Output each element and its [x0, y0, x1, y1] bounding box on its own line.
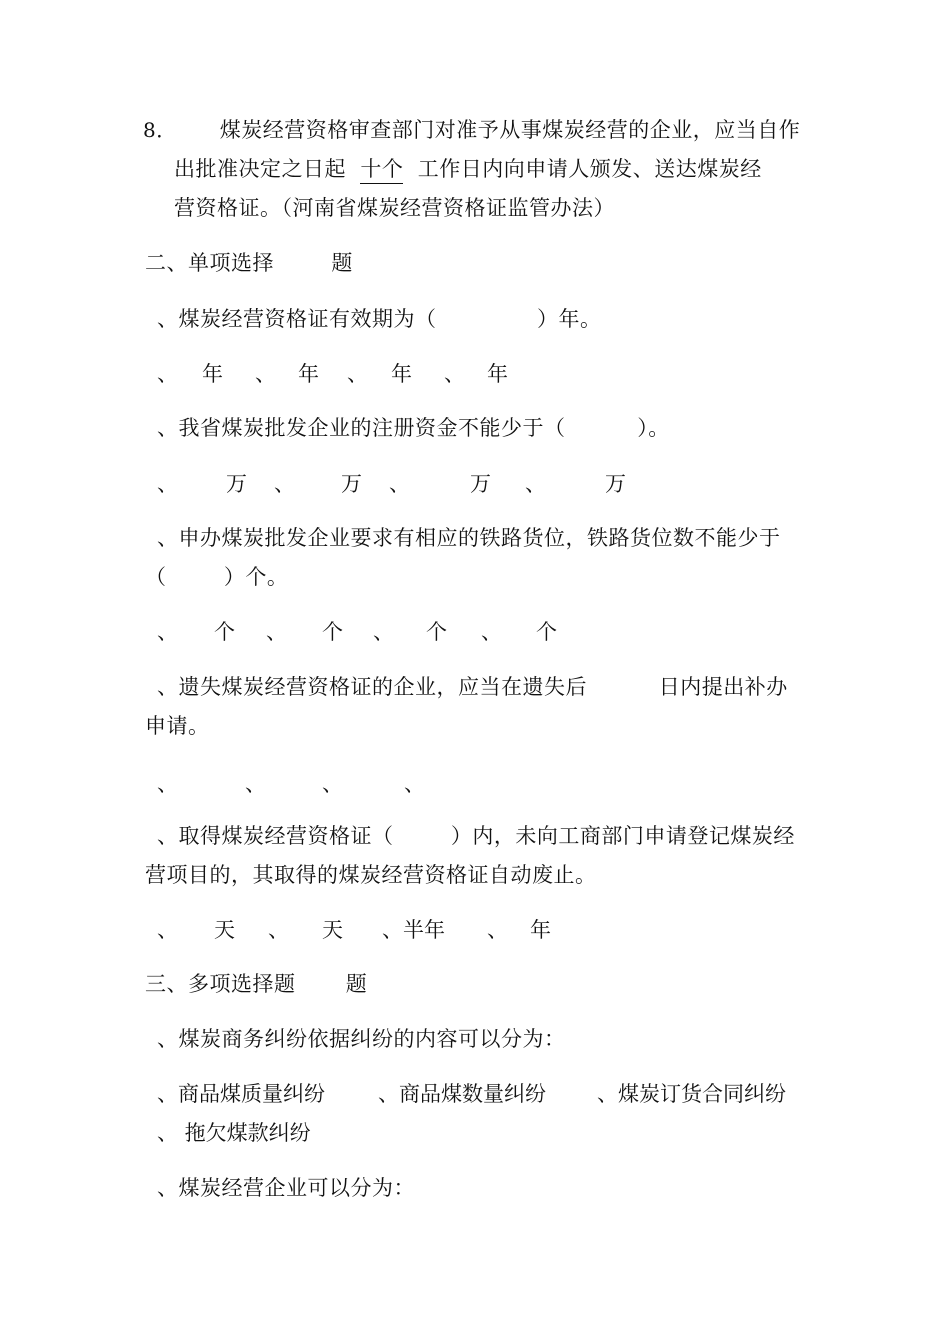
option-unit: 万 — [605, 472, 626, 496]
option-unit: 万 — [470, 472, 491, 496]
option-sep: 、 — [487, 918, 508, 942]
option-unit: 年 — [530, 918, 551, 942]
option-sep: 、 — [157, 620, 178, 644]
option-unit: 万 — [341, 472, 362, 496]
q8-line-2 — [174, 155, 762, 183]
q8-line-3: 营资格证。（河南省煤炭经营资格证监管办法） — [174, 196, 615, 220]
option-sep: 、 — [481, 620, 502, 644]
section-2-heading — [145, 249, 353, 277]
s2-q4-text-line-1: 、遗失煤炭经营资格证的企业，应当在遗失后 日内提出补办 — [157, 675, 788, 699]
option-unit: 个 — [322, 620, 343, 644]
s2-q1-text: 、煤炭经营资格证有效期为（ ）年。 — [157, 307, 602, 331]
s2-q4-text-line-2: 申请。 — [145, 714, 210, 738]
option-item: 、 拖欠煤款纠纷 — [157, 1121, 311, 1145]
option-sep: 、 — [157, 362, 178, 386]
q8-blank-answer: 十个 — [360, 157, 403, 184]
q8-text-2a: 出批准决定之日起 — [174, 157, 346, 181]
option-sep: 、 — [322, 772, 343, 796]
option-sep: 、 — [266, 620, 287, 644]
s2-q3-text-line-2: （ ）个。 — [145, 565, 289, 589]
option-unit: 个 — [536, 620, 557, 644]
option-item: 、商品煤质量纠纷 — [157, 1082, 325, 1106]
s2-q5-text-line-1: 、取得煤炭经营资格证（ ）内，未向工商部门申请登记煤炭经 — [157, 824, 795, 848]
option-sep: 、 — [347, 362, 368, 386]
option-unit: 个 — [426, 620, 447, 644]
option-unit: 年 — [391, 362, 412, 386]
option-item: 、煤炭订货合同纠纷 — [597, 1082, 786, 1106]
option-sep: 、 — [255, 362, 276, 386]
section-2-heading-a: 二、单项选择 — [145, 251, 274, 275]
section-2-heading-b: 题 — [331, 251, 353, 275]
option-sep: 、 — [274, 472, 295, 496]
option-sep: 、 — [157, 918, 178, 942]
option-item: 、商品煤数量纠纷 — [378, 1082, 546, 1106]
option-sep: 、 — [404, 772, 425, 796]
option-unit: 、半年 — [382, 918, 445, 942]
option-sep: 、 — [268, 918, 289, 942]
option-sep: 、 — [157, 472, 178, 496]
s2-q2-text: 、我省煤炭批发企业的注册资金不能少于（ ）。 — [157, 416, 670, 440]
option-sep: 、 — [245, 772, 266, 796]
q8-text-2b: 工作日内向申请人颁发、送达煤炭经 — [417, 157, 762, 181]
s2-q5-text-line-2: 营项目的，其取得的煤炭经营资格证自动废止。 — [145, 863, 597, 887]
option-sep: 、 — [525, 472, 546, 496]
option-unit: 年 — [487, 362, 508, 386]
option-unit: 天 — [322, 918, 343, 942]
option-unit: 年 — [202, 362, 223, 386]
s3-q2-text: 、煤炭经营企业可以分为： — [157, 1176, 415, 1200]
q8-text-1: 煤炭经营资格审查部门对准予从事煤炭经营的企业，应当自作 — [219, 118, 801, 142]
s2-q3-text-line-1: 、申办煤炭批发企业要求有相应的铁路货位，铁路货位数不能少于 — [157, 526, 781, 550]
option-unit: 年 — [298, 362, 319, 386]
option-unit: 天 — [214, 918, 235, 942]
section-3-heading-a: 三、多项选择题 — [145, 972, 296, 996]
option-sep: 、 — [373, 620, 394, 644]
option-unit: 万 — [226, 472, 247, 496]
q8-number: 8． — [143, 118, 177, 142]
option-sep: 、 — [389, 472, 410, 496]
s3-q1-text: 、煤炭商务纠纷依据纠纷的内容可以分为： — [157, 1027, 566, 1051]
option-sep: 、 — [444, 362, 465, 386]
option-unit: 个 — [214, 620, 235, 644]
q8-line-1 — [143, 116, 800, 144]
section-3-heading — [145, 970, 367, 998]
option-sep: 、 — [157, 772, 178, 796]
section-3-heading-b: 题 — [345, 972, 368, 996]
